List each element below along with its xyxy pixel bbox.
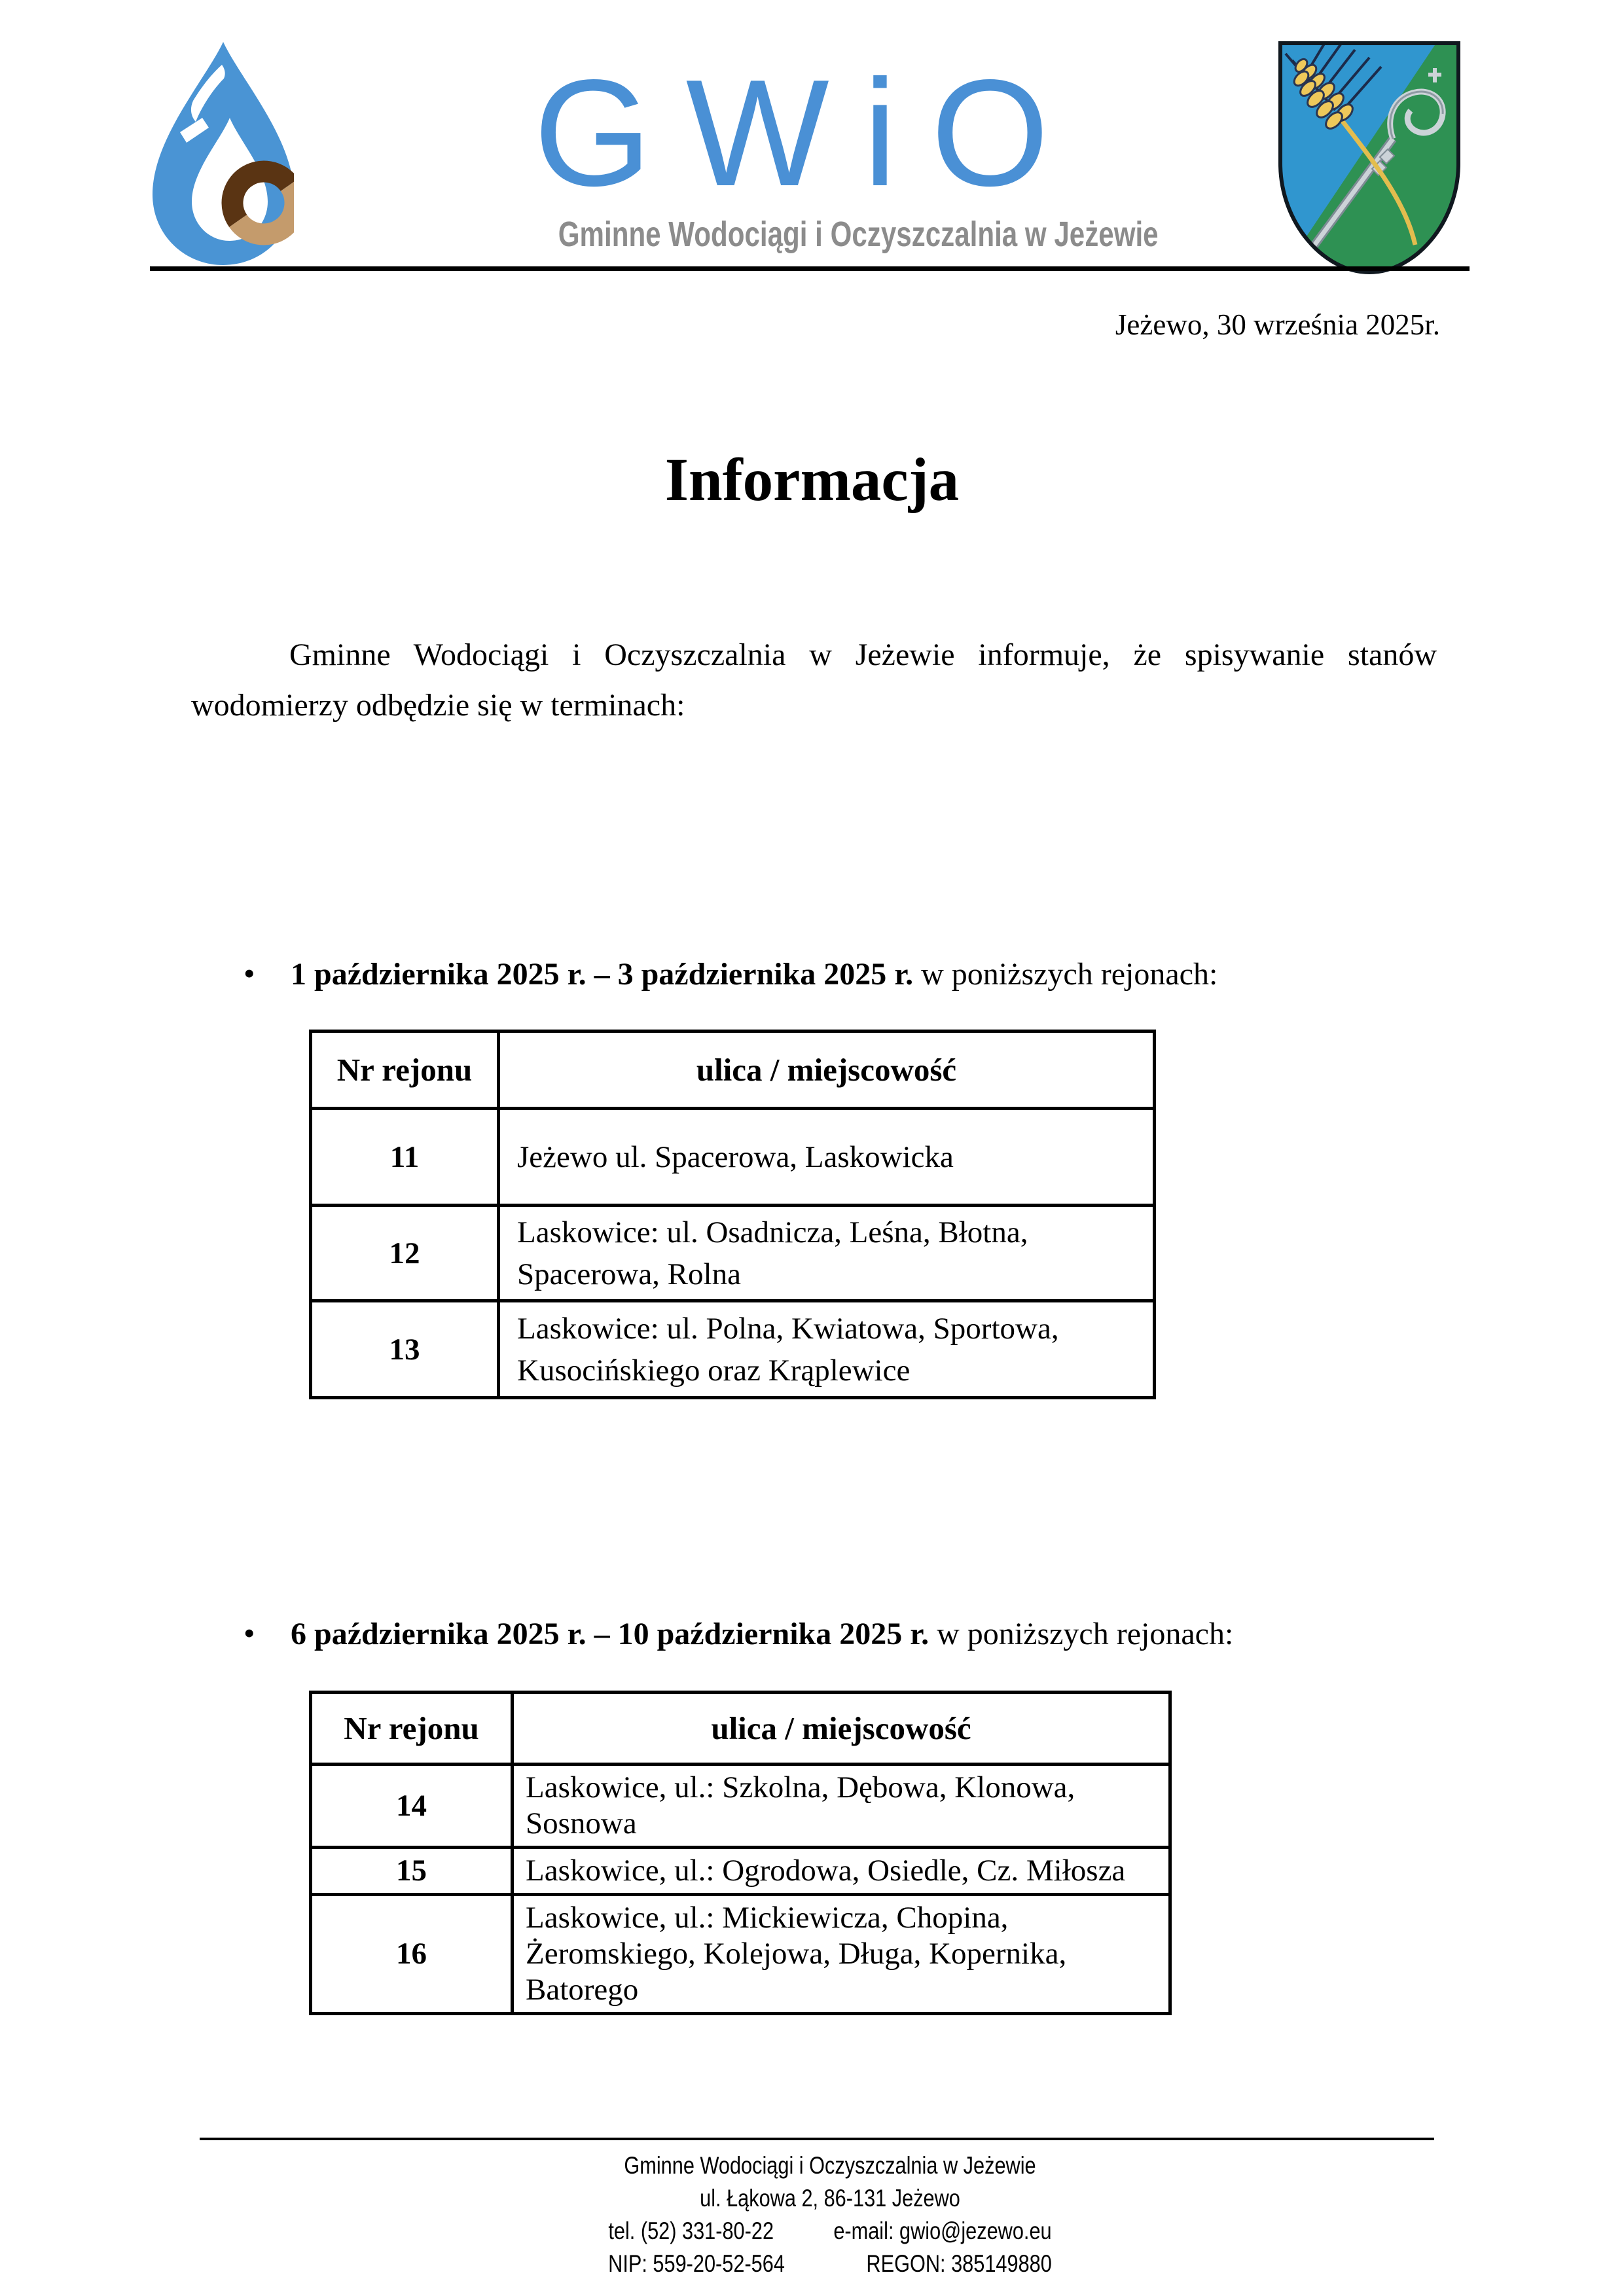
footer-ids-line (172, 2248, 1488, 2280)
intro-paragraph: Gminne Wodociągi i Oczyszczalnia w Jeżewie informuje, że spisywanie stanów wodomierzy odbędzie się w terminach: (191, 637, 1437, 723)
water-drop-logo-icon (153, 41, 294, 266)
streets-cell: Laskowice, ul.: Mickiewicza, Chopina, Żeromskiego, Kolejowa, Długa, Kopernika, Batorego (513, 1895, 1170, 2014)
table-row (311, 1895, 1170, 2014)
region-number-cell: 13 (311, 1301, 499, 1398)
footer-regon: REGON: 385149880 (866, 2250, 1052, 2277)
streets-cell: Laskowice: ul. Polna, Kwiatowa, Sportowa, Kusocińskiego oraz Krąplewice (499, 1301, 1155, 1398)
table-row (311, 1765, 1170, 1848)
footer-nip: NIP: 559-20-52-564 (608, 2250, 785, 2277)
column-header-nr: Nr rejonu (311, 1031, 499, 1109)
header-divider (150, 266, 1470, 271)
table-row (311, 1848, 1170, 1895)
date-range-2: 6 października 2025 r. – 10 października 2025 r. (291, 1617, 929, 1651)
footer-email: e-mail: gwio@jezewo.eu (833, 2217, 1052, 2244)
list-item-dates-1 (244, 954, 1218, 994)
column-header-streets: ulica / miejscowość (499, 1031, 1155, 1109)
table-header-row (311, 1693, 1170, 1765)
footer (172, 2149, 1488, 2280)
streets-cell: Laskowice: ul. Osadnicza, Leśna, Błotna, Spacerowa, Rolna (499, 1206, 1155, 1301)
list-item-dates-2 (244, 1614, 1233, 1653)
date-range-1: 1 października 2025 r. – 3 października 2025 r. (291, 957, 914, 992)
footer-contact-line (172, 2215, 1488, 2248)
footer-address: ul. Łąkowa 2, 86-131 Jeżewo (700, 2185, 960, 2212)
table-row (311, 1206, 1155, 1301)
footer-company: Gminne Wodociągi i Oczyszczalnia w Jeżewie (624, 2152, 1036, 2179)
table-row (311, 1109, 1155, 1206)
bullet-text-2: w poniższych rejonach: (929, 1617, 1234, 1651)
logo-wordmark: GWiO (533, 48, 1083, 218)
column-header-streets: ulica / miejscowość (513, 1693, 1170, 1765)
region-number-cell: 12 (311, 1206, 499, 1301)
footer-tel: tel. (52) 331-80-22 (608, 2217, 774, 2244)
logo-wordmark-block (488, 48, 1159, 254)
region-table-1 (309, 1030, 1156, 1399)
bullet-icon: • (244, 1615, 255, 1651)
page-title: Informacja (664, 446, 960, 514)
region-number-cell: 14 (311, 1765, 513, 1848)
table-row (311, 1301, 1155, 1398)
bullet-icon: • (244, 955, 255, 992)
bullet-text-1: w poniższych rejonach: (913, 957, 1218, 992)
streets-cell: Laskowice, ul.: Szkolna, Dębowa, Klonowa, Sosnowa (513, 1765, 1170, 1848)
coat-of-arms-icon (1276, 39, 1462, 276)
footer-divider (200, 2138, 1434, 2140)
region-number-cell: 11 (311, 1109, 499, 1206)
region-table-2 (309, 1691, 1172, 2015)
table-header-row (311, 1031, 1155, 1109)
region-number-cell: 15 (311, 1848, 513, 1895)
region-number-cell: 16 (311, 1895, 513, 2014)
date-line: Jeżewo, 30 września 2025r. (1115, 308, 1440, 341)
logo-tagline: Gminne Wodociągi i Oczyszczalnia w Jeżewie (558, 215, 1159, 254)
streets-cell: Laskowice, ul.: Ogrodowa, Osiedle, Cz. Miłosza (513, 1848, 1170, 1895)
column-header-nr: Nr rejonu (311, 1693, 513, 1765)
streets-cell: Jeżewo ul. Spacerowa, Laskowicka (499, 1109, 1155, 1206)
